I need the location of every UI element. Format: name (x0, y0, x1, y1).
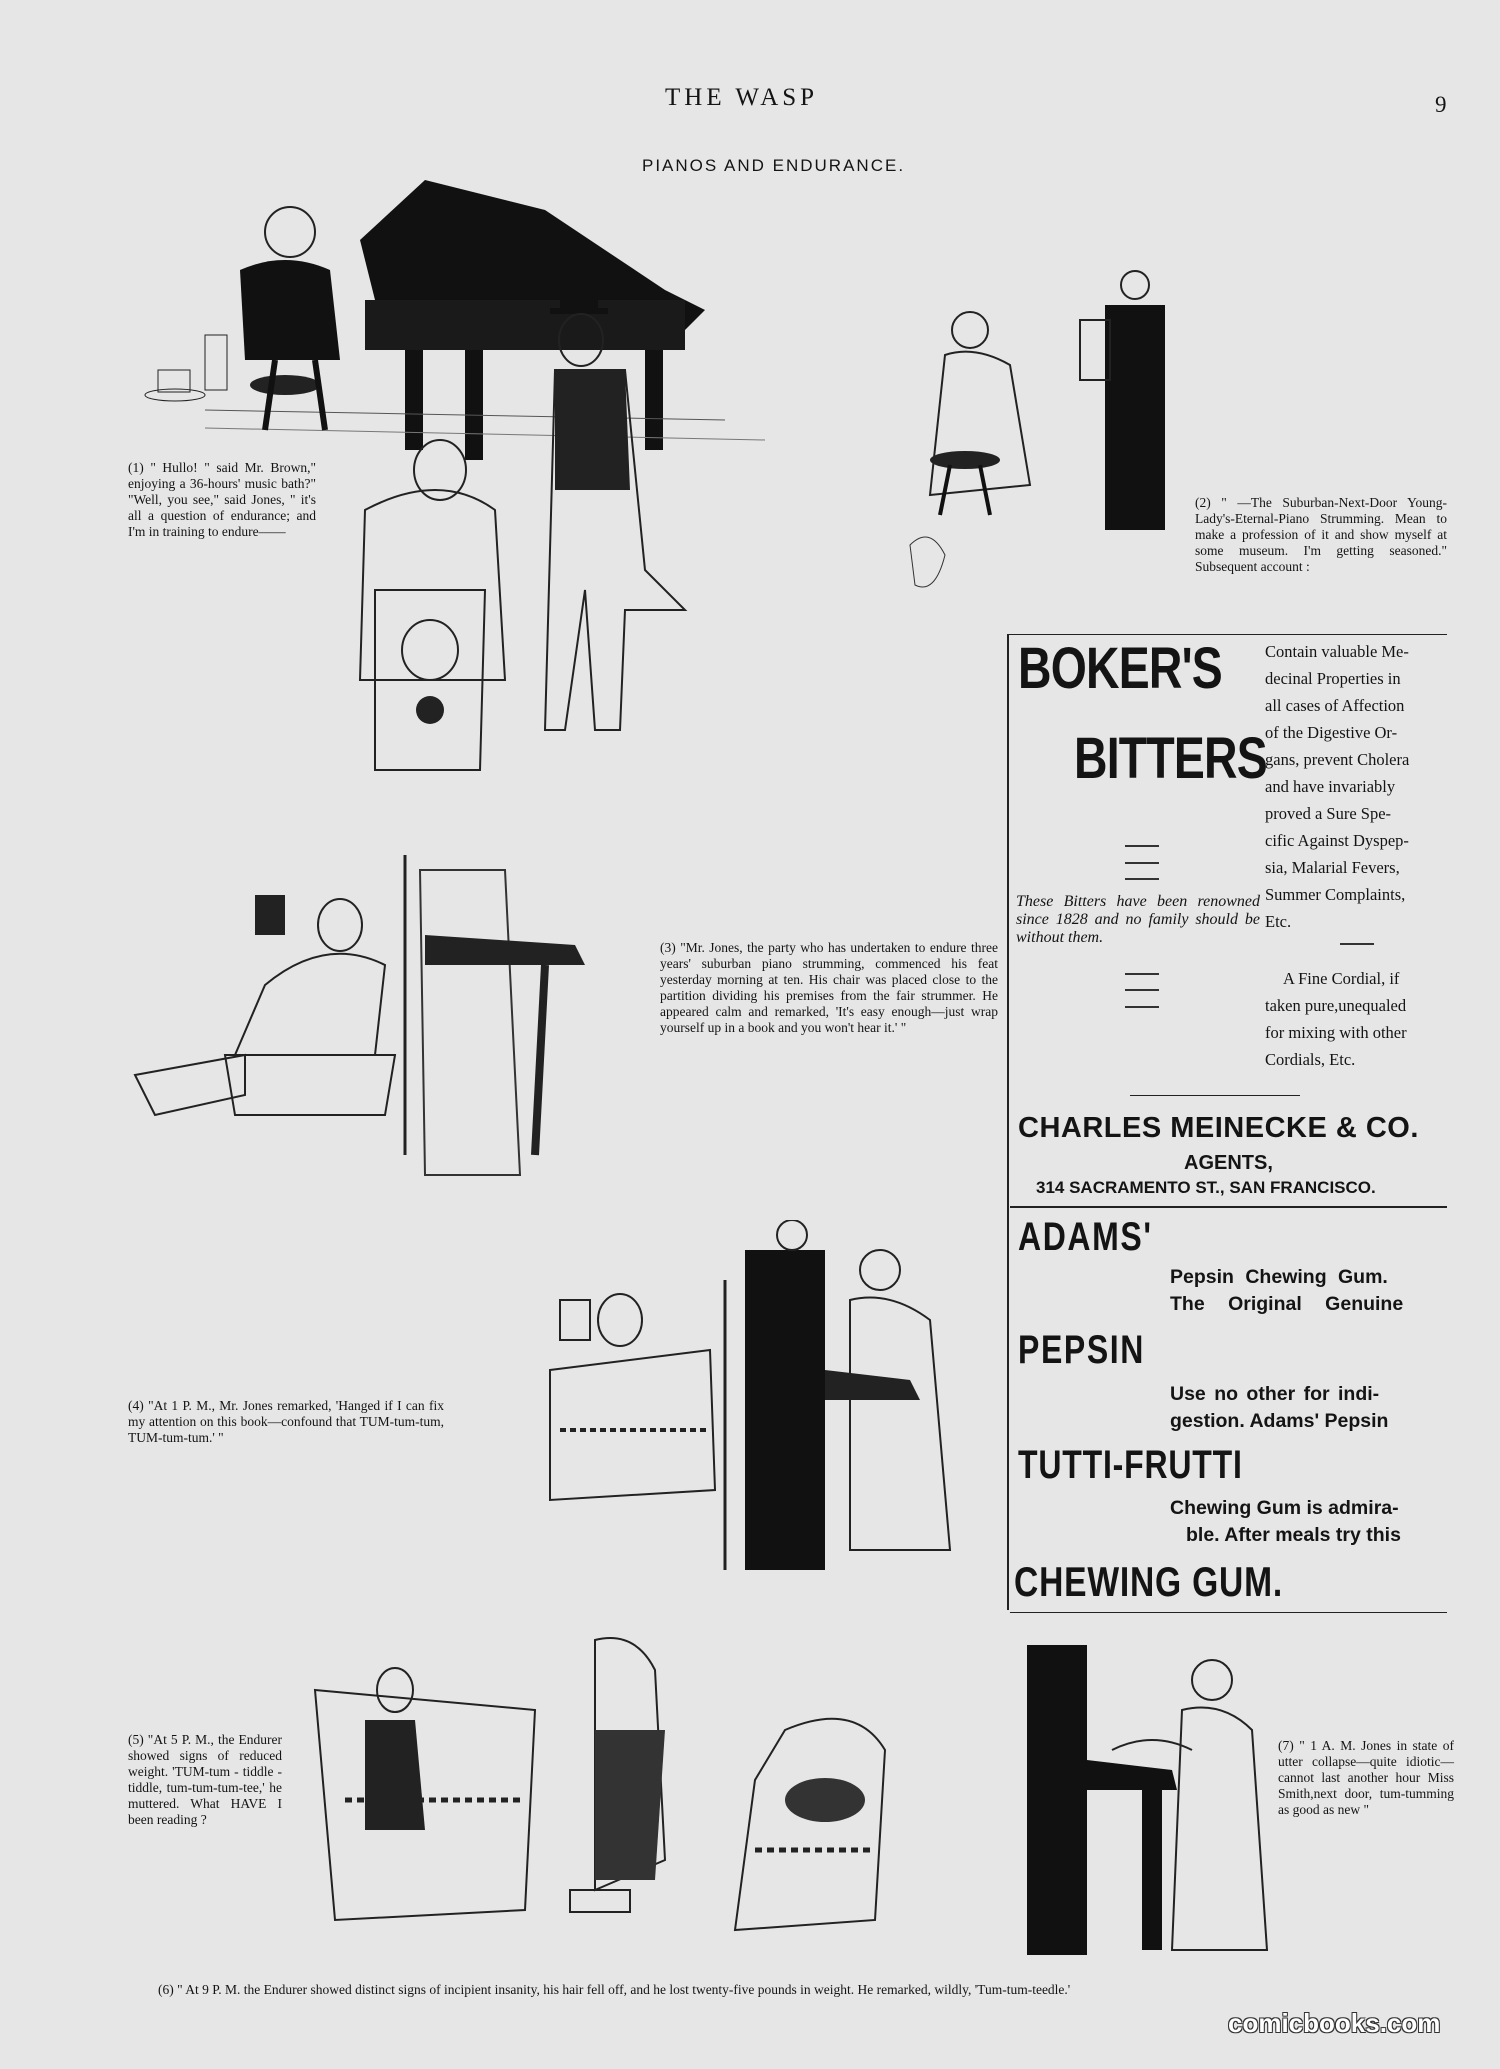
dash (1125, 989, 1159, 991)
bokers-body-line: and have invariably (1265, 777, 1396, 796)
caption-6: (6) " At 9 P. M. the Endurer showed distinct signs of incipient insanity, his hair fell off, and he lost twenty-five pounds in weight. He remarked, wildly, 'Tum-tum-teedle.' (158, 1982, 1071, 1997)
dash (1125, 878, 1159, 880)
bokers-body-line: cific Against Dyspep- (1265, 831, 1409, 850)
adams-text-2a: Use no other for indi- (1170, 1383, 1380, 1405)
bokers-body-line: Cordials, Etc. (1265, 1050, 1356, 1069)
page-number: 9 (1435, 92, 1447, 117)
bitters-heading: BITTERS (1074, 726, 1267, 791)
bokers-body-line: decinal Properties in (1265, 669, 1401, 688)
agent-address: 314 SACRAMENTO ST., SAN FRANCISCO. (1036, 1178, 1376, 1197)
ad-bottom-rule (1010, 1612, 1447, 1613)
caption-2: (2) " —The Suburban-Next-Door Young-Lady's-Eternal-Piano Strumming. Mean to make a profession of it and show myself at some museum. I'm getting seasoned." Subsequent account : (1195, 495, 1447, 574)
illustration-reader-partition (125, 855, 615, 1185)
illustration-upright-strummer (890, 255, 1190, 615)
illustration-final-strummer (1022, 1640, 1272, 1960)
ad-divider (1130, 1095, 1300, 1096)
adams-text-1b: The Original Genuine (1170, 1293, 1404, 1315)
bokers-body (1265, 638, 1450, 935)
caption-4: (4) "At 1 P. M., Mr. Jones remarked, 'Hanged if I can fix my attention on this book—confound that TUM-tum-tum, TUM-tum-tum.' " (128, 1398, 444, 1445)
ad-column-rule (1007, 635, 1009, 1610)
bokers-body-line: sia, Malarial Fevers, (1265, 858, 1400, 877)
caption-3: (3) "Mr. Jones, the party who has undertaken to endure three years' suburban piano strumming, commenced his feat yesterday morning at ten. His chair was placed close to the partition dividing his premises from the fair strummer. He appeared calm and remarked, 'It's easy enough—just wrap yourself up in a book and you won't hear it.' " (660, 940, 998, 1035)
agent-name: CHARLES MEINECKE & CO. (1018, 1112, 1419, 1144)
bokers-body-line: for mixing with other (1265, 1023, 1407, 1042)
page-subtitle: PIANOS AND ENDURANCE. (642, 156, 906, 175)
illustration-decline-sequence (295, 1630, 1015, 1960)
tutti-frutti-heading: TUTTI-FRUTTI (1018, 1443, 1243, 1487)
bokers-body-line: taken pure,unequaled (1265, 996, 1407, 1015)
chewing-gum-heading: CHEWING GUM. (1014, 1558, 1284, 1605)
bokers-italic-text: These Bitters have been renowned since 1828 and no family should be without them. (1016, 893, 1260, 946)
bokers-body-line: Etc. (1265, 912, 1292, 931)
adams-text-2b: gestion. Adams' Pepsin (1170, 1410, 1389, 1432)
pepsin-heading: PEPSIN (1018, 1328, 1145, 1372)
dash (1125, 845, 1159, 847)
bokers-body-line: of the Digestive Or- (1265, 723, 1398, 742)
ad-separator (1010, 1206, 1447, 1208)
dash (1125, 862, 1159, 864)
bokers-body-line: all cases of Affection (1265, 696, 1405, 715)
bokers-body-line: A Fine Cordial, if (1283, 969, 1400, 988)
bokers-body-line: Summer Complaints, (1265, 885, 1406, 904)
masthead: THE WASP (665, 84, 819, 111)
illustration-reader-and-strummer (510, 1220, 960, 1580)
dash (1340, 943, 1374, 945)
adams-text-3b: ble. After meals try this (1186, 1524, 1401, 1546)
adams-heading: ADAMS' (1018, 1215, 1153, 1259)
adams-text-3a: Chewing Gum is admira- (1170, 1497, 1399, 1519)
agents-label: AGENTS, (1184, 1152, 1273, 1174)
bokers-body-line: Contain valuable Me- (1265, 642, 1409, 661)
dash (1125, 973, 1159, 975)
bokers-body-line: gans, prevent Cholera (1265, 750, 1410, 769)
bokers-body-line: proved a Sure Spe- (1265, 804, 1392, 823)
adams-text-1a: Pepsin Chewing Gum. (1170, 1266, 1388, 1288)
dash (1125, 1006, 1159, 1008)
bokers-body-2 (1265, 965, 1450, 1073)
caption-5: (5) "At 5 P. M., the Endurer showed signs of reduced weight. 'TUM-tum - tiddle - tiddle, tum-tum-tum-tee,' he muttered. What HAVE I been reading ? (128, 1732, 282, 1827)
caption-7: (7) " 1 A. M. Jones in state of utter collapse—quite idiotic—cannot last another hour Miss Smith,next door, tum-tumming as good as new " (1278, 1738, 1454, 1817)
watermark: comicbooks.com (1228, 2008, 1441, 2038)
caption-1: (1) " Hullo! " said Mr. Brown," enjoying a 36-hours' music bath?" "Well, you see," said Jones, " it's all a question of endurance; and I'm in training to endure—— (128, 460, 316, 539)
bokers-heading: BOKER'S (1018, 636, 1222, 701)
